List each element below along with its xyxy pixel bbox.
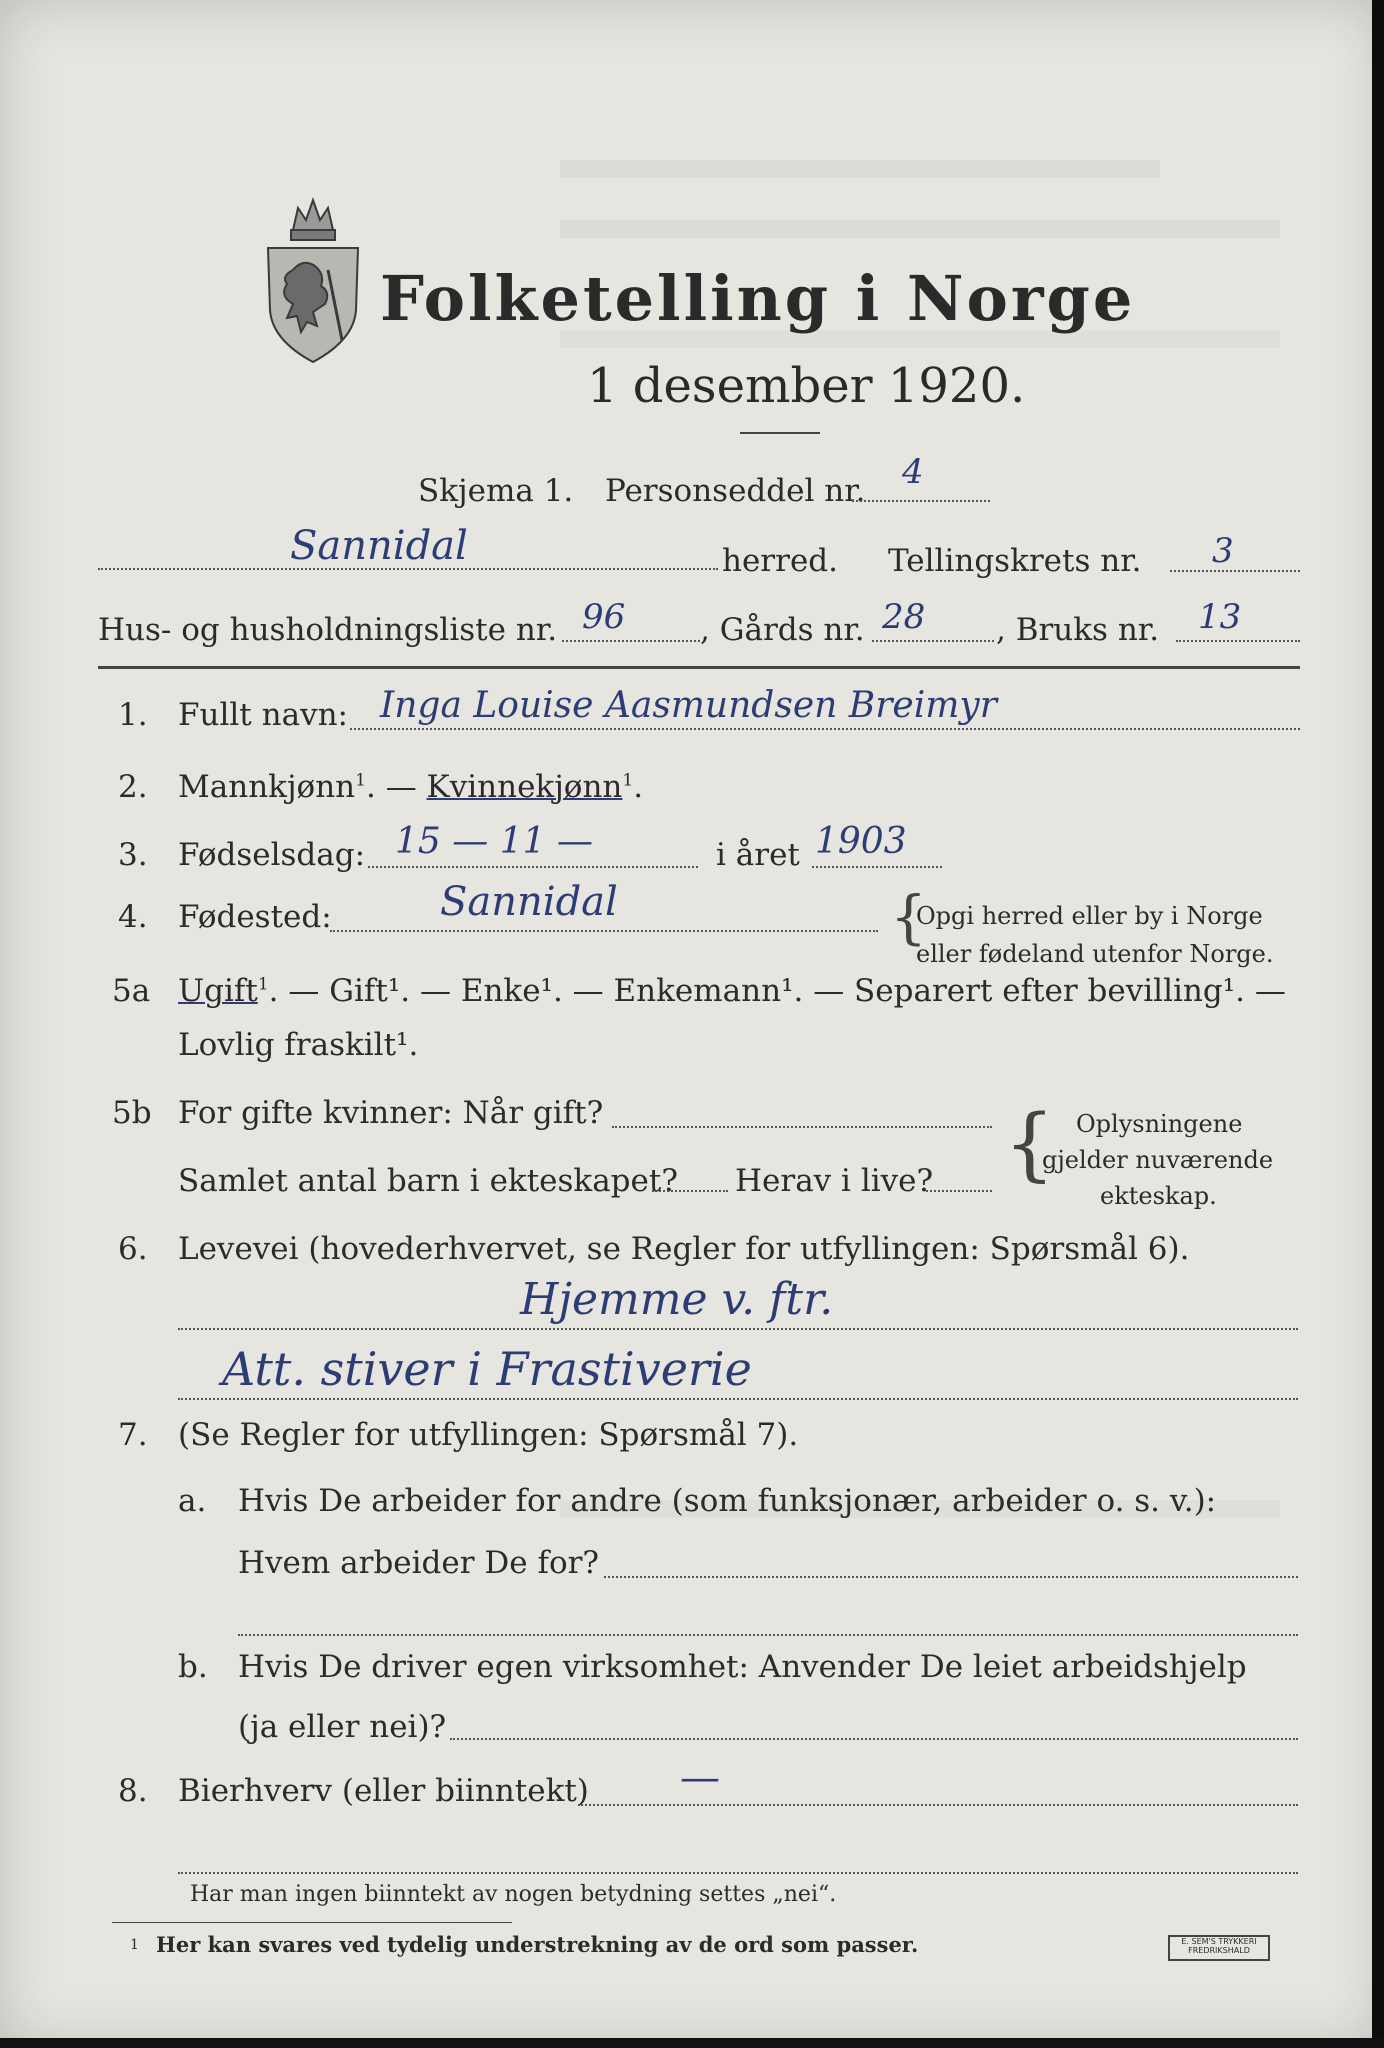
q4-birthplace-value[interactable]: Sannidal [440,879,618,925]
q6-label: Levevei (hovederhvervet, se Regler for utfyllingen: Spørsmål 6). [178,1231,1190,1267]
tellingskrets-label: Tellingskrets nr. [888,543,1142,579]
q2-female-option[interactable]: Kvinnekjønn [426,769,623,805]
gards-label: , Gårds nr. [700,612,865,648]
footnote-text: Her kan svares ved tydelig understrekning av de ord som passer. [156,1932,919,1957]
q6-occupation-value-1[interactable]: Hjemme v. ftr. [520,1274,834,1325]
hus-label: Hus- og husholdningsliste nr. [98,612,558,648]
q5b-children-label: Samlet antal barn i ekteskapet? [178,1163,678,1199]
q4-label: Fødested: [178,899,332,935]
q7a-line2: Hvem arbeider De for? [238,1545,600,1581]
footnote-mark: 1 [130,1937,139,1953]
q4-note-line2: eller fødeland utenfor Norge. [916,940,1274,968]
q1-label: Fullt navn: [178,697,348,733]
q2-male-option[interactable]: Mannkjønn [178,769,356,805]
norwegian-coat-of-arms-icon [258,190,368,370]
schema-label: Skjema 1. [418,473,574,509]
personseddel-label: Personseddel nr. [605,473,866,509]
title-divider [740,432,820,434]
q7a-line1: Hvis De arbeider for andre (som funksjonær, arbeider o. s. v.): [238,1483,1217,1519]
q3-year-label: i året [716,837,800,873]
q4-note-line1: Opgi herred eller by i Norge [916,902,1263,930]
q7b-answer-field[interactable] [450,1738,1298,1740]
bruks-label: , Bruks nr. [996,612,1160,648]
q5a-line2[interactable]: Lovlig fraskilt¹. [178,1027,419,1063]
q5b-line1: For gifte kvinner: Når gift? [178,1095,604,1131]
q5a-ugift-option[interactable]: Ugift [178,973,258,1009]
gards-value[interactable]: 28 [882,597,926,637]
bruks-value[interactable]: 13 [1198,597,1242,637]
tellingskrets-value[interactable]: 3 [1212,531,1234,571]
footnote-divider [112,1922,512,1923]
form-subtitle: 1 desember 1920. [587,358,1026,414]
q8-sideline-value[interactable]: — [680,1755,720,1801]
q7b-line2: (ja eller nei)? [238,1709,447,1745]
form-title: Folketelling i Norge [380,262,1136,335]
q5b-note3: ekteskap. [1100,1182,1217,1210]
q8-note: Har man ingen biinntekt av nogen betydning settes „nei“. [190,1882,837,1907]
printer-stamp: E. SEM'S TRYKKERI FREDRIKSHALD [1168,1935,1270,1961]
q5a-marital-status: Ugift$^1$. — Gift¹. — Enke¹. — Enkemann¹. — Separert efter bevilling¹. — [178,973,1286,1009]
q5b-note1: Oplysningene [1076,1110,1243,1138]
q2-gender: Mannkjønn$^1$. — Kvinnekjønn$^1$. [178,769,644,805]
header-divider [98,666,1300,669]
q5b-note2: gjelder nuværende [1042,1146,1274,1174]
q7a-employer-field[interactable] [604,1576,1298,1578]
q3-birth-year-value[interactable]: 1903 [815,821,907,862]
q5b-alive-label: Herav i live? [735,1163,934,1199]
q7b-line1: Hvis De driver egen virksomhet: Anvender De leiet arbeidshjelp [238,1649,1247,1685]
census-form-page: Folketelling i Norge 1 desember 1920. Skjema 1. Personseddel nr. 4 Sannidal herred. Tellingskrets nr. 3 Hus- og husholdningsliste nr. 96 , Gårds nr. 28 , Bruks nr. 13 1. Fullt navn: Inga Louise Aasmundsen Breimyr 2. Mannkjønn$^1$. — Kvinnekjønn$^1$. 3. Fødselsdag: 15 — 11 — i året 1903 4. Fødested: Sannidal { Opgi herred eller by i Norge eller fødeland utenfor Norge. 5a Ugift$^1$. — Gift¹. — Enke¹. — Enkemann¹. — Separert efter bevilling¹. — Lovlig fraskilt¹. 5b For gifte kvinner: Når gift? Samlet antal barn i ekteskapet? Herav i live? { Oplysningene gjelder nuværende ekteskap. 6. Levevei (hovederhvervet, se Regler for utfyllingen: Spørsmål 6). Hjemme v. ftr. Att. stiver i Frastiverie 7. (Se Regler for utfyllingen: Spørsmål 7). a. Hvis De arbeider for andre (som funksjonær, arbeider o. s. v.): Hvem arbeider De for? b. Hvis De driver egen virksomhet: Anvender De leiet arbeidshjelp (ja eller nei)? 8. Bierhverv (eller biinntekt) — Har man ingen biinntekt av nogen betydning settes „nei“. 1 Her kan svares ved tydelig understrekning av de ord som passer. E. SEM'S TRYKKERI FREDRIKSHALD [0,0,1384,2048]
herred-label: herred. [722,543,838,579]
q1-full-name-value[interactable]: Inga Louise Aasmundsen Breimyr [380,685,997,726]
q6-occupation-value-2[interactable]: Att. stiver i Frastiverie [222,1342,752,1396]
hus-value[interactable]: 96 [582,597,626,637]
q3-label: Fødselsdag: [178,837,366,873]
herred-value[interactable]: Sannidal [290,523,468,569]
q8-label: Bierhverv (eller biinntekt) [178,1773,589,1809]
q3-birth-date-value[interactable]: 15 — 11 — [395,821,593,862]
q7-label: (Se Regler for utfyllingen: Spørsmål 7). [178,1417,799,1453]
personseddel-value[interactable]: 4 [902,452,924,492]
